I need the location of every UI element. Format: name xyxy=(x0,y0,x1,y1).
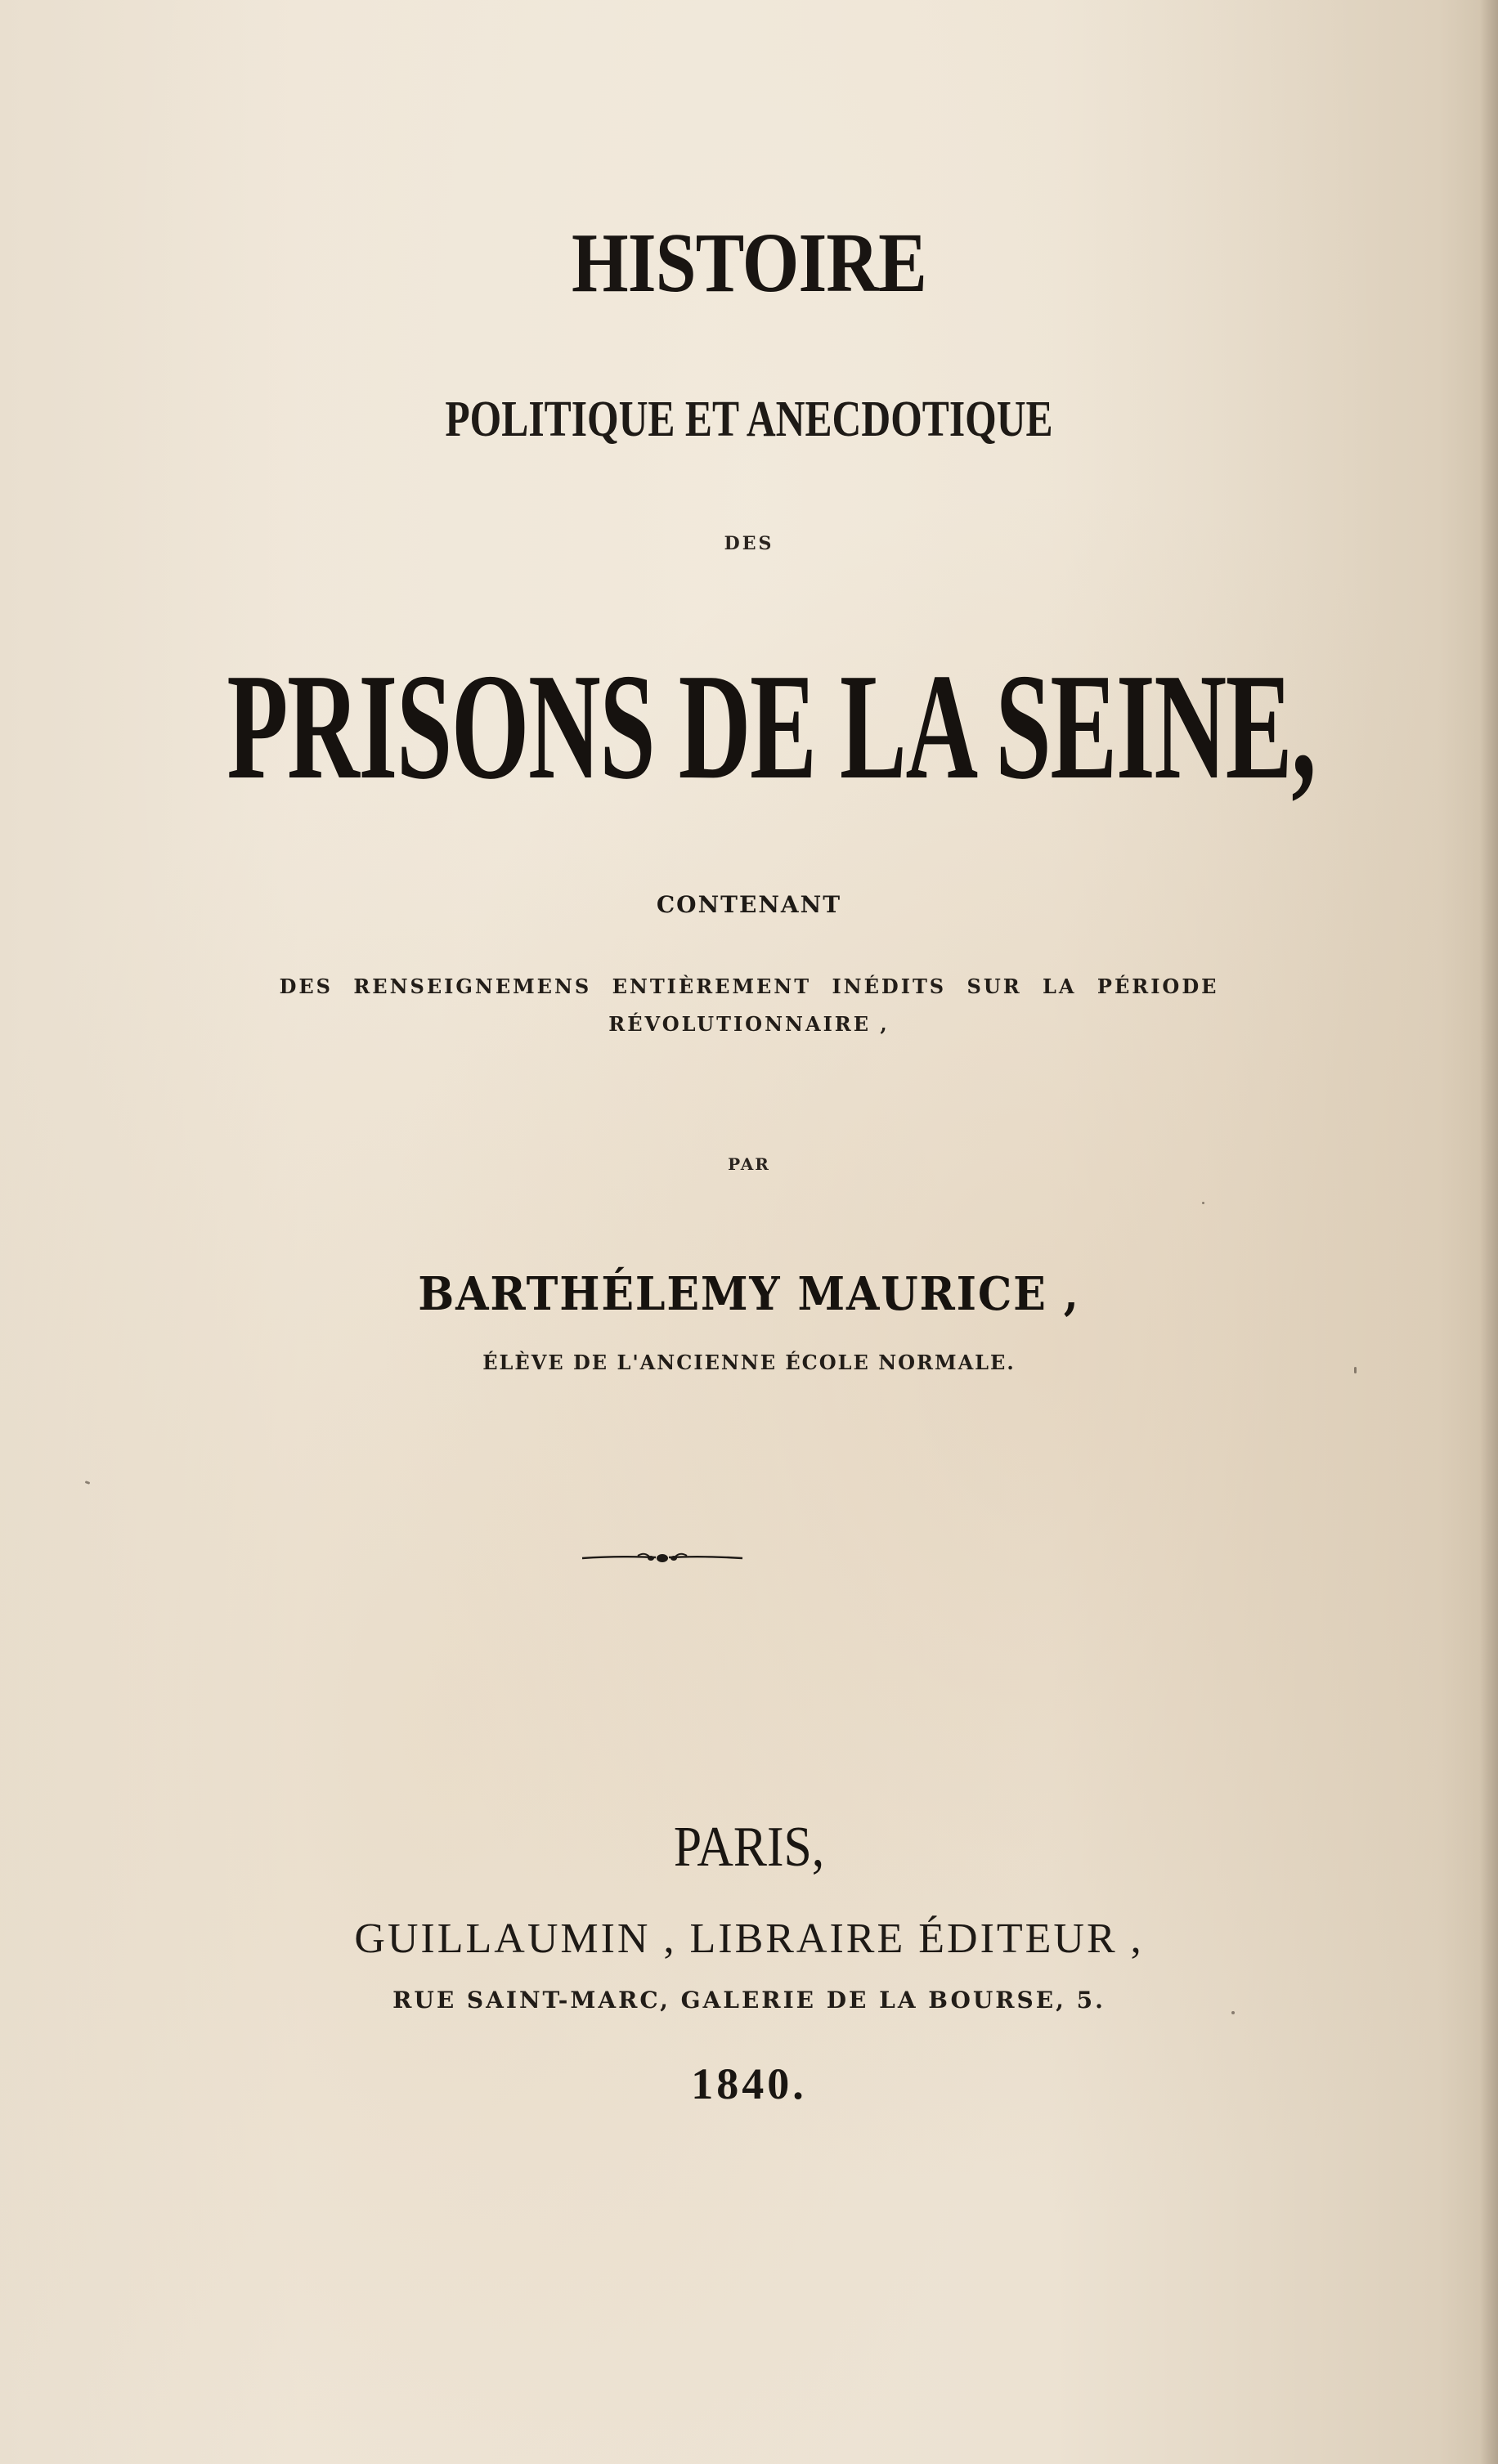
description-line-1: DES RENSEIGNEMENS ENTIÈREMENT INÉDITS SUR LA PÉRIODE xyxy=(279,974,1219,998)
contents-label: CONTENANT xyxy=(656,891,842,918)
paper-speck xyxy=(85,1481,91,1485)
imprint-year: 1840. xyxy=(691,2059,807,2108)
by-label: PAR xyxy=(728,1154,770,1174)
author-name: BARTHÉLEMY MAURICE , xyxy=(418,1267,1080,1321)
page-edge xyxy=(1480,0,1498,2464)
description-line-2: RÉVOLUTIONNAIRE , xyxy=(608,1012,890,1036)
paper-speck xyxy=(1354,1367,1357,1373)
show-through-text xyxy=(150,139,1348,221)
title-connector: DES xyxy=(724,533,774,554)
paper-speck xyxy=(1202,1202,1204,1204)
paper-speck xyxy=(1231,2011,1235,2014)
imprint-address: RUE SAINT-MARC, GALERIE DE LA BOURSE, 5. xyxy=(392,1987,1106,2014)
book-subtitle: POLITIQUE ET ANECDOTIQUE xyxy=(445,392,1053,447)
imprint-publisher: GUILLAUMIN , LIBRAIRE ÉDITEUR , xyxy=(354,1915,1144,1962)
main-title: PRISONS DE LA SEINE, xyxy=(226,643,1316,811)
book-title: HISTOIRE xyxy=(572,216,926,310)
imprint-city: PARIS, xyxy=(673,1816,825,1879)
author-description: ÉLÈVE DE L'ANCIENNE ÉCOLE NORMALE. xyxy=(482,1351,1016,1374)
ornamental-rule-icon xyxy=(581,1542,744,1575)
